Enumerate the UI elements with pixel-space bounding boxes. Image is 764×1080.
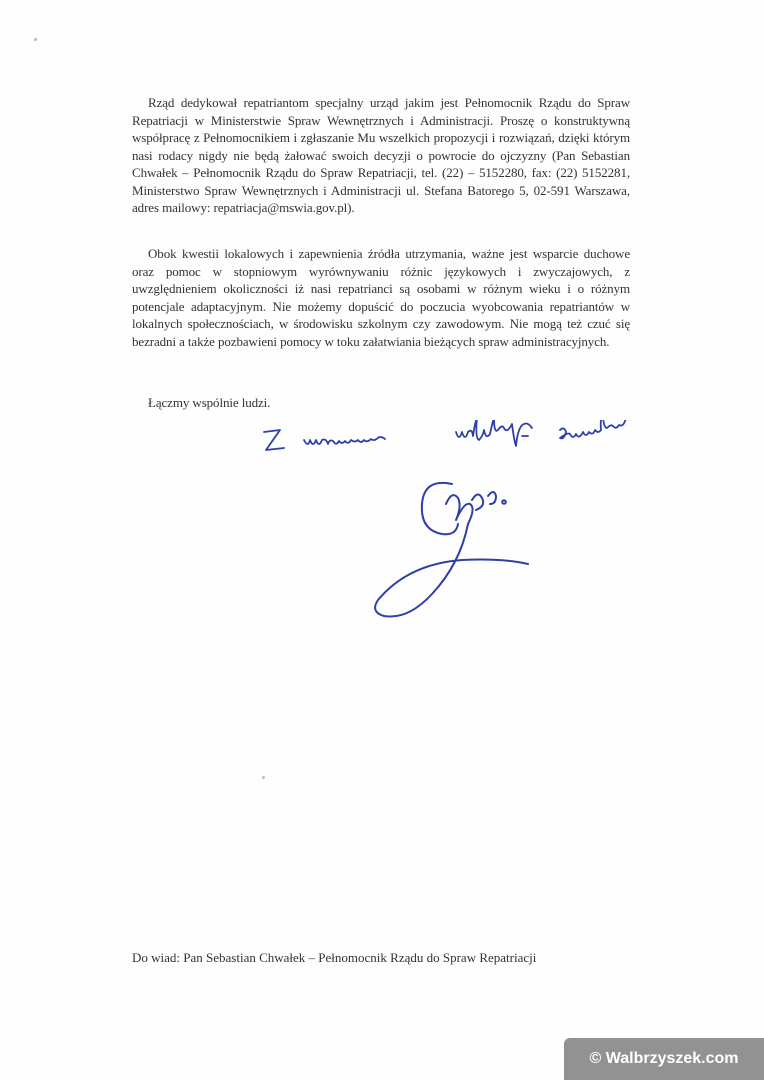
- paragraph-1-text: Rząd dedykował repatriantom specjalny urząd jakim jest Pełnomocnik Rządu do Spraw Repatriacji w Ministerstwie Spraw Wewnętrznych i Administracji. Proszę o konstruktywną współpracę z Pełnomocnikiem i zgłaszanie Mu wszelkich propozycji i rozwiązań, dzięki którym nasi rodacy nigdy nie będą żałować swoich decyzji o powrocie do ojczyzny (Pan Sebastian Chwałek – Pełnomocnik Rządu do Spraw Repatriacji, tel. (22) – 5152280, fax: (22) 5152281, Ministerstwo Spraw Wewnętrznych i Administracji ul. Stefana Batorego 5, 02-591 Warszawa, adres mailowy: repatriacja@mswia.gov.pl).: [132, 95, 630, 215]
- signature: [360, 470, 560, 630]
- letter-footer: Do wiad: Pan Sebastian Chwałek – Pełnomocnik Rządu do Spraw Repatriacji: [132, 950, 537, 965]
- scan-speck: [262, 776, 265, 779]
- letter-paragraph-1: [132, 94, 630, 217]
- scan-speck: [34, 38, 37, 41]
- letter-paragraph-2: [132, 245, 630, 350]
- watermark-text: © Walbrzyszek.com: [589, 1050, 739, 1067]
- letter-paragraph-3: Łączmy wspólnie ludzi.: [148, 395, 271, 410]
- paragraph-2-text: Obok kwestii lokalowych i zapewnienia źródła utrzymania, ważne jest wsparcie duchowe oraz pomoc w stopniowym wyrównywaniu różnic językowych i zwyczajowych, z uwzględnieniem okoliczności iż nasi repatrianci są osobami w różnym wieku i o różnym potencjale adaptacyjnym. Nie możemy dopuścić do poczucia wyobcowania repatriantów w lokalnych społecznościach, w środowisku szkolnym czy zawodowym. Nie mogą też czuć się bezradni a także pozbawieni pomocy w toku załatwiania bieżących spraw administracyjnych.: [132, 246, 630, 349]
- watermark-logo: [564, 1038, 764, 1080]
